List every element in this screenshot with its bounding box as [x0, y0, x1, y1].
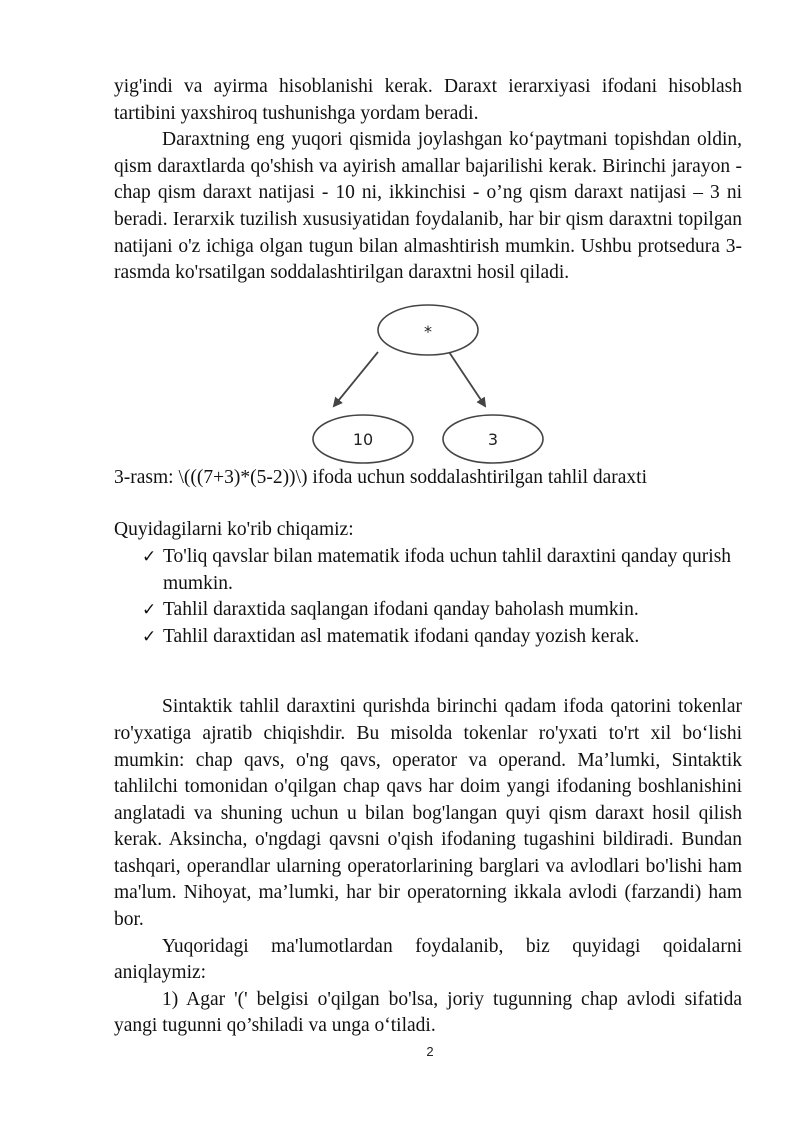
edge-root-left [334, 352, 378, 406]
paragraph-3: Sintaktik tahlil daraxtini qurishda birinchi qadam ifoda qatorini tokenlar ro'yxatiga ajratib chiqishdir. Bu misolda tokenlar ro'yxati to'rt xil bo‘lishi mumkin: chap qavs, o'ng qavs, operator va operand. Ma’lumki, Sintaktik tahlilchi tomonidan o'qilgan chap qavs har doim yangi ifodaning boshlanishini anglatadi va shuning uchun u bilan bog'langan quyi qism daraxt hosil qilish kerak. Aksincha, o'ngdagi qavsni o'qish ifodaning tugashini bildiradi. Bundan tashqari, operandlar ularning operatorlarining barglari va avlodlari bo'lishi ham ma'lum. Nihoyat, ma’lumki, har bir operatorning ikkala avlodi (farzandi) ham bor. [114, 696, 742, 931]
checkmark-icon: ✓ [142, 546, 157, 567]
page-number: 2 [426, 1044, 434, 1059]
paragraph-5: 1) Agar '(' belgisi o'qilgan bo'lsa, joriy tugunning chap avlodi sifatida yangi tugunni qo’shiladi va unga o‘tiladi. [114, 988, 742, 1037]
page-content [114, 74, 742, 1040]
list-intro: Quyidagilarni ko'rib chiqamiz: [114, 519, 354, 541]
tree-figure [114, 287, 742, 465]
list-item [142, 544, 742, 597]
left-node-label: 10 [352, 429, 374, 449]
paragraph-4: Yuqoridagi ma'lumotlardan foydalanib, biz quyidagi qoidalarni aniqlaymiz: [114, 935, 742, 984]
figure-caption: 3-rasm: \(((7+3)*(5-2))\) ifoda uchun soddalashtirilgan tahlil daraxti [114, 466, 648, 488]
checkmark-icon: ✓ [142, 600, 157, 621]
simplified-parse-tree [114, 287, 742, 465]
check-list [114, 544, 742, 650]
paragraph-2: Daraxtning eng yuqori qismida joylashgan ko‘paytmani topishdan oldin, qism daraxtlarda qo'shish va ayirish amallar bajarilishi kerak. Birinchi jarayon - chap qism daraxt natijasi - 10 ni, ikkinchisi - o’ng qism daraxt natijasi – 3 ni beradi. Ierarxik tuzilish xususiyatidan foydalanib, har bir qism daraxtni topilgan natijani o'z ichiga olgan tugun bilan almashtirish mumkin. Ushbu protsedura 3-rasmda ko'rsatilgan soddalashtirilgan daraxtni hosil qiladi. [114, 129, 742, 284]
list-item [142, 624, 742, 651]
edge-root-right [449, 352, 485, 406]
right-node-label: 3 [487, 429, 499, 449]
list-item-text: Tahlil daraxtida saqlangan ifodani qanday baholash mumkin. [163, 599, 639, 621]
checkmark-icon: ✓ [142, 626, 157, 647]
list-item [142, 597, 742, 624]
list-item-text: To'liq qavslar bilan matematik ifoda uchun tahlil daraxtini qanday qurish mumkin. [163, 545, 732, 594]
root-node-label: * [424, 321, 432, 341]
list-item-text: Tahlil daraxtidan asl matematik ifodani qanday yozish kerak. [163, 625, 640, 647]
paragraph-1: yig'indi va ayirma hisoblanishi kerak. Daraxt ierarxiyasi ifodani hisoblash tartibini yaxshiroq tushunishga yordam beradi. [114, 76, 742, 124]
